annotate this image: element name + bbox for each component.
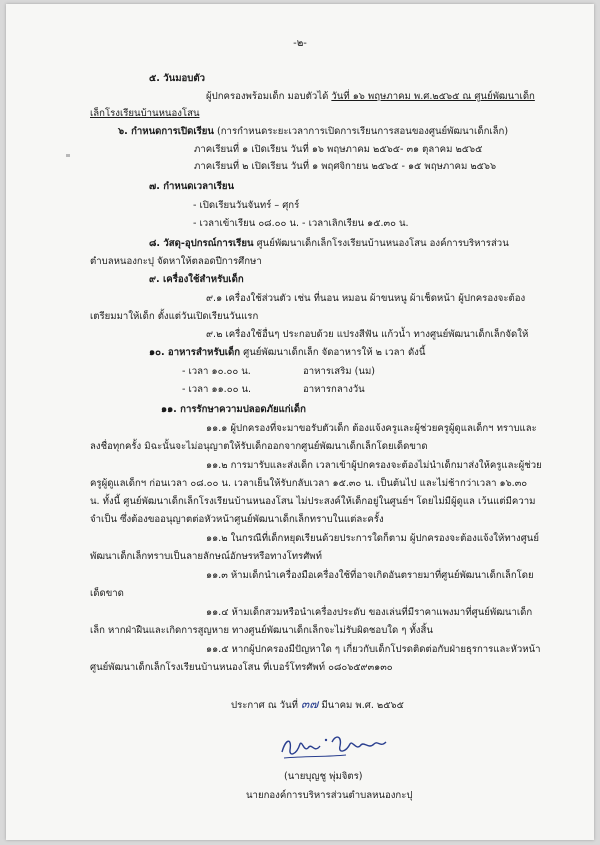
- section-9-item-1-line-1: ๙.๑ เครื่องใช้ส่วนตัว เช่น ที่นอน หมอน ผ้าขนหนู ผ้าเช็ดหน้า ผู้ปกครองจะต้อง: [206, 293, 526, 304]
- document-page: [6, 4, 594, 840]
- section-10-meal-1-name: อาหารเสริม (นม): [303, 366, 376, 377]
- signatory-position: นายกองค์การบริหารส่วนตำบลหนองกะปุ: [246, 790, 413, 801]
- section-10-heading: ๑๐. อาหารสำหรับเด็ก: [149, 347, 241, 358]
- section-11-item-2-line-1: ๑๑.๒ การมารับและส่งเด็ก เวลาเข้าผู้ปกครองจะต้องไม่นำเด็กมาส่งให้ครูและผู้ช่วย: [206, 460, 542, 471]
- section-11-item-6-line-2: ศูนย์พัฒนาเด็กเล็กโรงเรียนบ้านหนองโสน ที่เบอร์โทรศัพท์ ๐๘๐๖๕๙๓๑๓๐: [90, 662, 393, 673]
- section-11-item-5-line-2: เล็ก หากฝ่าฝืนและเกิดการสูญหาย ทางศูนย์พัฒนาเด็กเล็กจะไม่รับผิดชอบใด ๆ ทั้งสิ้น: [90, 625, 433, 636]
- section-6-heading: ๖. กำหนดการเปิดเรียน: [118, 126, 214, 137]
- section-11-item-2-line-2: ครูผู้ดูแลเด็กฯ ก่อนเวลา ๐๘.๐๐ น. เวลาเย็นให้รับกลับเวลา ๑๕.๓๐ น. เป็นต้นไป และไม่ช้ากว่าเวลา ๑๖.๓๐: [90, 478, 528, 489]
- section-11-item-6-line-1: ๑๑.๕ หากผู้ปกครองมีปัญหาใด ๆ เกี่ยวกับเด็กโปรดติดต่อกับฝ่ายธุรการและหัวหน้า: [206, 644, 541, 655]
- section-11-item-4-line-2: เด็ดขาด: [90, 588, 124, 599]
- section-9-heading: ๙. เครื่องใช้สำหรับเด็ก: [149, 274, 244, 285]
- page-number: -๒-: [293, 38, 307, 49]
- announcement-suffix: มีนาคม พ.ศ. ๒๕๖๕: [321, 700, 404, 711]
- section-7-heading: ๗. กำหนดเวลาเรียน: [149, 181, 235, 192]
- section-7-days: - เปิดเรียนวันจันทร์ – ศุกร์: [193, 200, 300, 211]
- section-11-item-1-line-2: ลงชื่อทุกครั้ง มิฉะนั้นจะไม่อนุญาตให้รับเด็กออกจากศูนย์พัฒนาเด็กเล็กโดยเด็ดขาด: [90, 441, 428, 452]
- section-11-heading: ๑๑. การรักษาความปลอดภัยแก่เด็ก: [161, 404, 306, 415]
- section-9-item-2: ๙.๒ เครื่องใช้อื่นๆ ประกอบด้วย แปรงสีฟัน แก้วน้ำ ทางศูนย์พัฒนาเด็กเล็กจัดให้: [206, 329, 529, 340]
- section-10-heading-line: [149, 346, 425, 359]
- handwritten-signature: [276, 730, 396, 764]
- section-8-text: ศูนย์พัฒนาเด็กเล็กโรงเรียนบ้านหนองโสน องค์การบริหารส่วน: [253, 238, 509, 249]
- section-5-text: ผู้ปกครองพร้อมเด็ก มอบตัวได้: [206, 91, 332, 102]
- signatory-name: (นายบุญชู พุ่มจิตร): [284, 771, 363, 782]
- section-8-line-2: ตำบลหนองกะปุ จัดหาให้ตลอดปีการศึกษา: [90, 256, 262, 267]
- section-11-item-2-line-3: น. ทั้งนี้ ศูนย์พัฒนาเด็กเล็กโรงเรียนบ้านหนองโสน ไม่ประสงค์ให้เด็กอยู่ในศูนย์ฯ โดยไม่มีผู้ดูแล เว้นแต่มีความ: [90, 496, 536, 507]
- section-5-heading: ๕. วันมอบตัว: [149, 73, 205, 84]
- section-5-date-underlined: วันที่ ๑๖ พฤษภาคม พ.ศ.๒๕๖๕ ณ ศูนย์พัฒนาเด็ก: [331, 91, 535, 102]
- section-10-meal-1-time: - เวลา ๑๐.๐๐ น.: [182, 366, 251, 377]
- section-8-line-1: [149, 237, 509, 250]
- section-9-item-1-line-2: เตรียมมาให้เด็ก ตั้งแต่วันเปิดเรียนวันแรก: [90, 311, 259, 322]
- section-11-item-3-line-2: พัฒนาเด็กเล็กทราบเป็นลายลักษณ์อักษรหรือทางโทรศัพท์: [90, 551, 322, 562]
- section-6-term-1: ภาคเรียนที่ ๑ เปิดเรียน วันที่ ๑๖ พฤษภาคม ๒๕๖๕- ๓๑ ตุลาคม ๒๕๖๕: [194, 144, 483, 155]
- section-5-line-1: [206, 90, 535, 103]
- section-6-heading-line: [118, 125, 508, 138]
- section-10-meal-2-name: อาหารกลางวัน: [303, 384, 365, 395]
- section-11-item-1-line-1: ๑๑.๑ ผู้ปกครองที่จะมาขอรับตัวเด็ก ต้องแจ้งครูและผู้ช่วยครูผู้ดูแลเด็กฯ ทราบและ: [206, 423, 537, 434]
- section-10-meal-2-time: - เวลา ๑๑.๐๐ น.: [182, 384, 252, 395]
- announcement-prefix: ประกาศ ณ วันที่: [231, 700, 298, 711]
- section-8-heading: ๘. วัสดุ-อุปกรณ์การเรียน: [149, 238, 254, 249]
- section-5-line-2: เล็กโรงเรียนบ้านหนองโสน: [90, 108, 200, 119]
- section-11-item-4-line-1: ๑๑.๓ ห้ามเด็กนำเครื่องมือเครื่องใช้ที่อาจเกิดอันตรายมาที่ศูนย์พัฒนาเด็กเล็กโดย: [206, 570, 534, 581]
- section-7-times: - เวลาเข้าเรียน ๐๘.๐๐ น. - เวลาเลิกเรียน ๑๕.๓๐ น.: [193, 218, 409, 229]
- section-11-item-2-line-4: จำเป็น ซึ่งต้องขออนุญาตต่อหัวหน้าศูนย์พัฒนาเด็กเล็กทราบในแต่ละครั้ง: [90, 514, 384, 525]
- announcement-day: ๓๗: [301, 697, 319, 711]
- announcement-line: [231, 698, 404, 712]
- section-11-item-5-line-1: ๑๑.๔ ห้ามเด็กสวมหรือนำเครื่องประดับ ของเล่นที่มีราคาแพงมาที่ศูนย์พัฒนาเด็ก: [206, 607, 533, 618]
- section-10-intro: ศูนย์พัฒนาเด็กเล็ก จัดอาหารให้ ๒ เวลา ดังนี้: [240, 347, 426, 358]
- section-6-term-2: ภาคเรียนที่ ๒ เปิดเรียน วันที่ ๑ พฤศจิกายน ๒๕๖๕ - ๑๕ พฤษภาคม ๒๕๖๖: [194, 161, 497, 172]
- scan-mark: [66, 154, 70, 157]
- section-6-note: (การกำหนดระยะเวลาการเปิดการเรียนการสอนของศูนย์พัฒนาเด็กเล็ก): [213, 126, 509, 137]
- section-11-item-3-line-1: ๑๑.๒ ในกรณีที่เด็กหยุดเรียนด้วยประการใดก็ตาม ผู้ปกครองจะต้องแจ้งให้ทางศูนย์: [206, 533, 539, 544]
